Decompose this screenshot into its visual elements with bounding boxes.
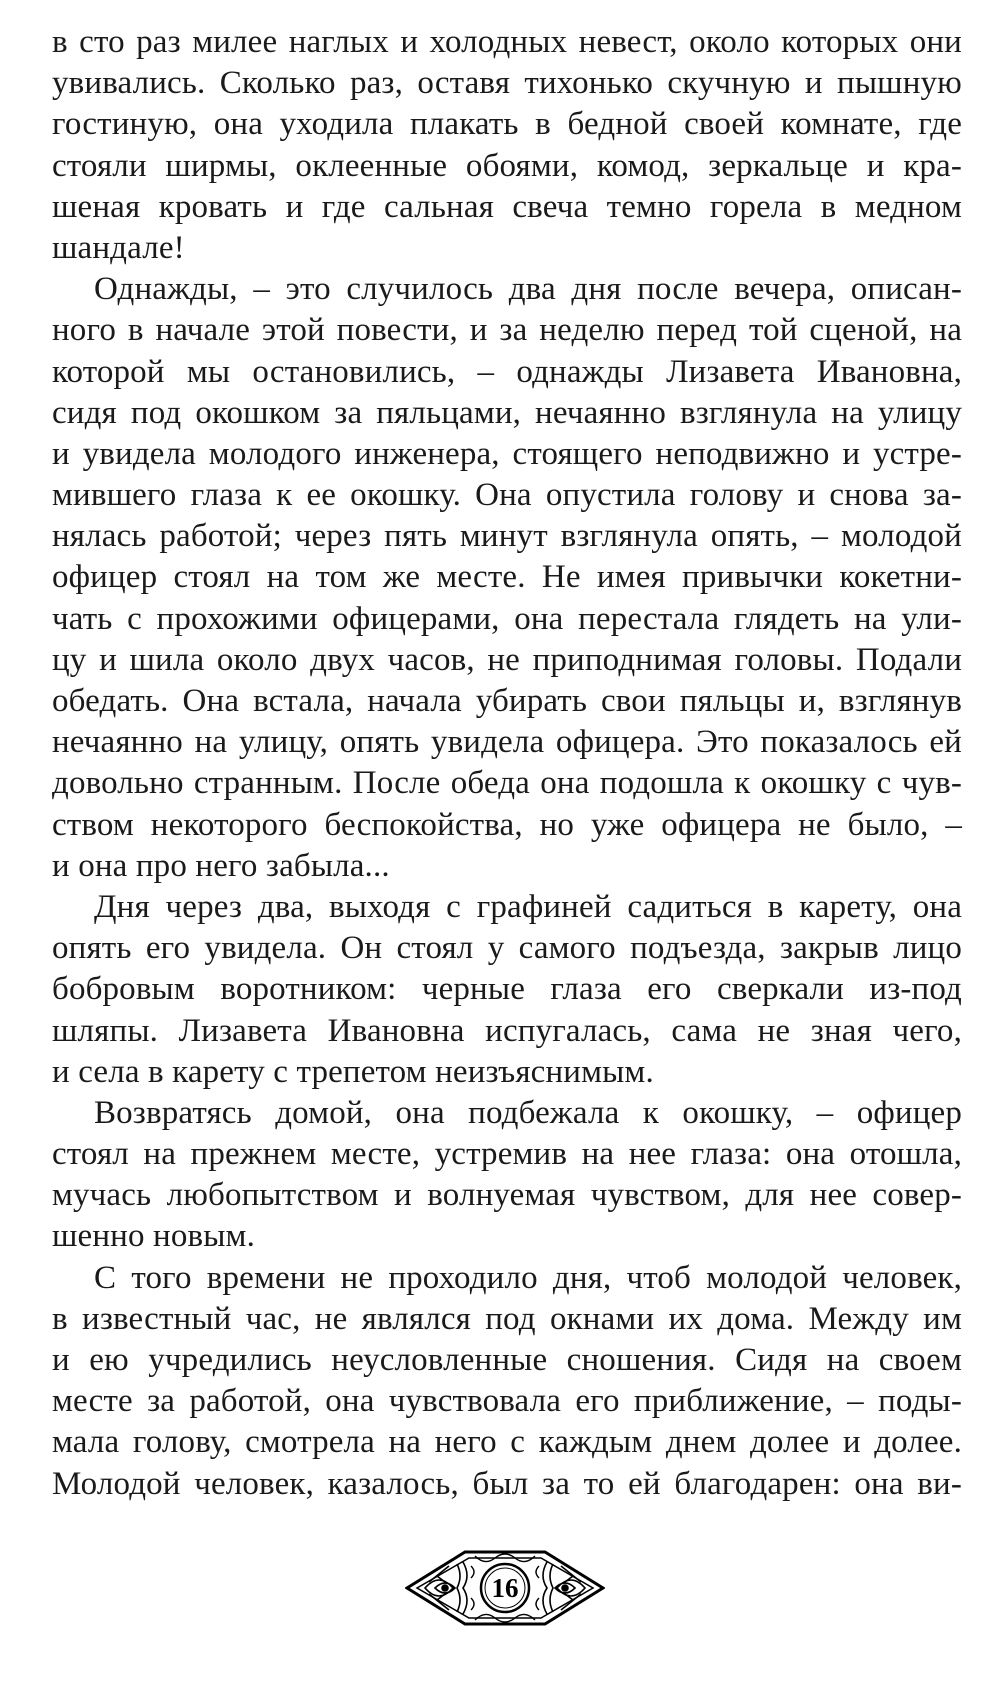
text-line: стояли ширмы, оклеенные обоями, комод, зеркальце и кра- [52,147,962,184]
text-line: обедать. Она встала, начала убирать свои пяльцы и, взглянув [52,683,962,719]
text-line: ством некоторого беспокойства, но уже офицера не было, – [52,806,962,843]
text-line: и ею учредились неусловленные сношения. Сидя на своем [52,1342,962,1378]
text-line: цу и шила около двух часов, не приподнимая головы. Подали [52,641,962,678]
text-line: которой мы остановились, – однажды Лизавета Ивановна, [52,353,962,390]
text-line: мучась любопытством и волнуемая чувством, для нее совер- [52,1177,962,1214]
text-line: и она про него забыла... [52,847,390,884]
text-line: шеная кровать и где сальная свеча темно горела в медном [52,188,962,225]
text-line: бобровым воротником: черные глаза его сверкали из-под [52,971,962,1008]
text-line: и села в карету с трепетом неизъяснимым. [52,1053,654,1090]
text-line: нечаянно на улицу, опять увидела офицера. Это показалось ей [52,724,962,761]
text-line: гостиную, она уходила плакать в бедной своей комнате, где [52,106,962,143]
text-line: шляпы. Лизавета Ивановна испугалась, сама не зная чего, [52,1012,962,1049]
text-line: мившего глаза к ее окошку. Она опустила голову и снова за- [52,477,962,514]
text-line: Однажды, – это случилось два дня после вечера, описан- [94,271,962,308]
text-line: С того времени не проходило дня, чтоб молодой человек, [94,1259,962,1296]
text-line: стоял на прежнем месте, устремив на нее глаза: она отошла, [52,1136,962,1173]
text-line: Дня через два, выходя с графиней садиться в карету, она [94,888,962,925]
text-line: офицер стоял на том же месте. Не имея привычки кокетни- [52,559,962,596]
text-line: ного в начале этой повести, и за неделю перед той сценой, на [52,312,962,349]
text-line: чать с прохожими офицерами, она перестала глядеть на ули- [52,600,962,637]
text-line: довольно странным. После обеда она подошла к окошку с чув- [52,765,962,802]
text-line: шандале! [52,229,185,266]
text-line: в сто раз милее наглых и холодных невест, около которых они [52,24,962,60]
text-line: увивались. Сколько раз, оставя тихонько скучную и пышную [52,65,962,102]
text-line: опять его увидела. Он стоял у самого подъезда, закрыв лицо [52,930,962,967]
text-line: нялась работой; через пять минут взглянула опять, – молодой [52,518,962,555]
text-line: и увидела молодого инженера, стоящего неподвижно и устре- [52,435,962,472]
text-line: в известный час, не являлся под окнами их дома. Между им [52,1300,962,1337]
text-line: месте за работой, она чувствовала его приближение, – поды- [52,1383,962,1420]
text-line: сидя под окошком за пяльцами, нечаянно взглянула на улицу [52,394,962,431]
text-line: шенно новым. [52,1218,255,1255]
body-text [52,22,962,1505]
page-number: 16 [491,1573,519,1603]
text-line: Возвратясь домой, она подбежала к окошку, – офицер [94,1094,962,1131]
text-line: Молодой человек, казалось, был за то ей благодарен: она ви- [52,1465,962,1502]
text-line: мала голову, смотрела на него с каждым днем долее и долее. [52,1424,962,1461]
